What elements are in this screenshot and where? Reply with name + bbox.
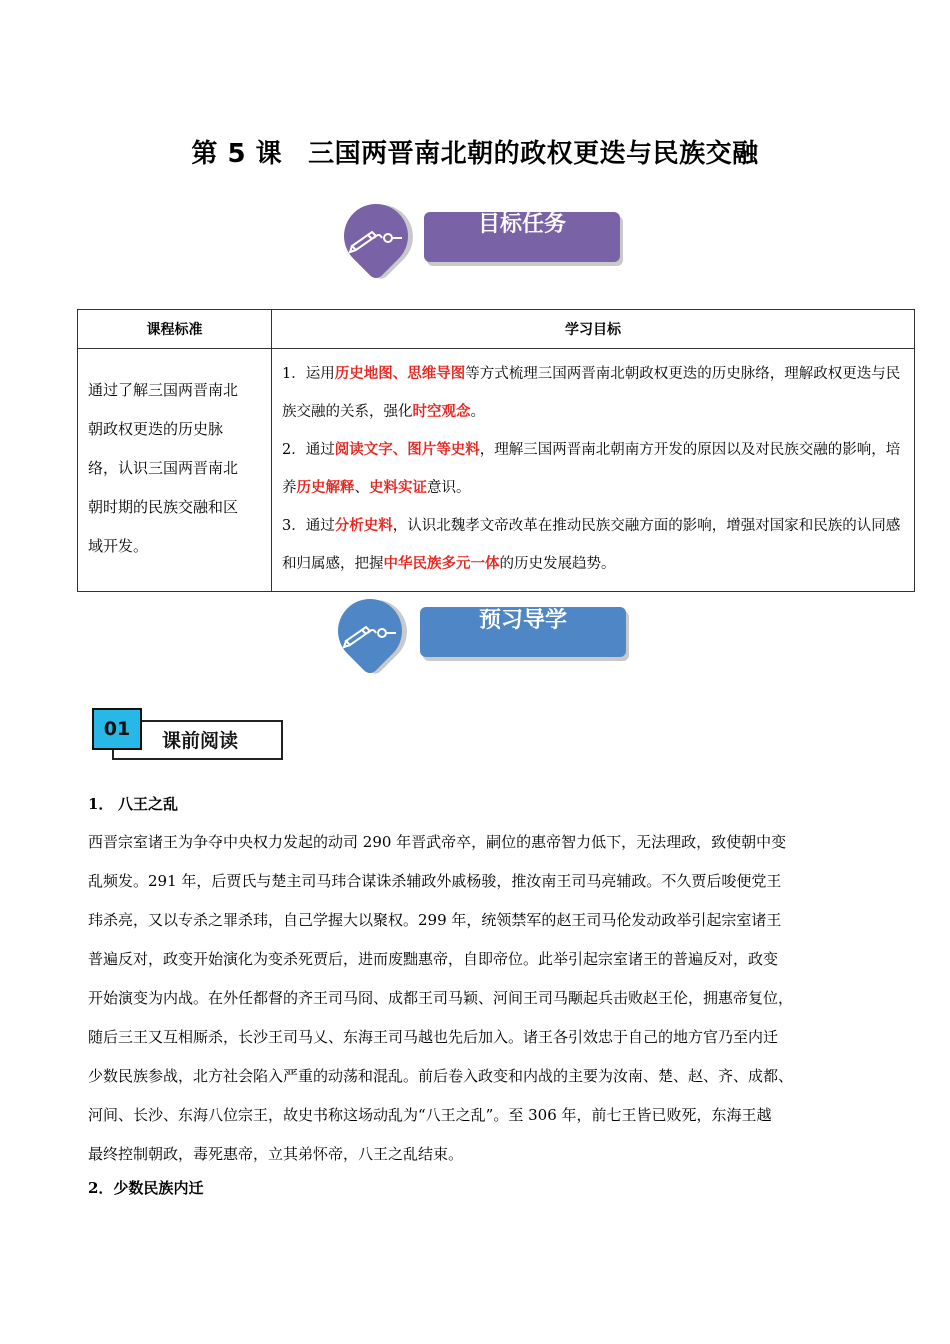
goals-banner bbox=[336, 198, 626, 274]
paragraph-line: 随后三王又互相厮杀，长沙王司马乂、东海王司马越也先后加入。诸王各引效忠于自己的地方官乃至内迁 bbox=[88, 1028, 779, 1046]
table-row bbox=[78, 349, 915, 592]
standard-line: 朝时期的民族交融和区 bbox=[88, 498, 239, 516]
standard-line: 域开发。 bbox=[88, 537, 149, 555]
paragraph-line: 西晋宗室诸王为争夺中央权力发起的动司 290 年晋武帝卒，嗣位的惠帝智力低下，无法理政，致使朝中变 bbox=[88, 833, 787, 851]
goals-table bbox=[77, 309, 915, 592]
section-badge bbox=[92, 708, 282, 760]
paragraph-line: 玮杀亮，又以专杀之罪杀玮，自己学握大以聚权。299 年，统领禁军的赵王司马伦发动政举引起宗室诸王 bbox=[88, 911, 782, 929]
header-standard: 课程标准 bbox=[78, 310, 272, 349]
item-1-title: 八王之乱 bbox=[118, 795, 179, 813]
lesson-number: 第 5 课 bbox=[191, 139, 283, 169]
section-number: 01 bbox=[92, 708, 142, 750]
standard-line: 通过了解三国两晋南北 bbox=[88, 381, 239, 399]
objective-2: 2．通过阅读文字、图片等史料，理解三国两晋南北朝南方开发的原因以及对民族交融的影响，培养历史解释、史料实证意识。 bbox=[282, 441, 901, 496]
item-1-heading bbox=[88, 793, 178, 814]
table-header-row bbox=[78, 310, 915, 349]
standard-cell bbox=[78, 349, 272, 592]
paragraph-line: 河间、长沙、东海八位宗王，故史书称这场动乱为“八王之乱”。至 306 年，前七王皆已败死，东海王越 bbox=[88, 1106, 772, 1124]
standard-line: 络，认识三国两晋南北 bbox=[88, 459, 239, 477]
objective-3: 3．通过分析史料，认识北魏孝文帝改革在推动民族交融方面的影响，增强对国家和民族的认同感和归属感，把握中华民族多元一体的历史发展趋势。 bbox=[282, 517, 901, 572]
paragraph-line: 少数民族参战，北方社会陷入严重的动荡和混乱。前后卷入政变和内战的主要为汝南、楚、赵、齐、成都、 bbox=[88, 1067, 794, 1085]
paragraph-line: 普遍反对，政变开始演化为变杀死贾后，进而废黜惠帝，自即帝位。此举引起宗室诸王的普遍反对，政变 bbox=[88, 950, 779, 968]
paragraph-line: 乱频发。291 年，后贾氏与楚主司马玮合谋诛杀辅政外戚杨骏，推汝南王司马亮辅政。不久贾后唆便党王 bbox=[88, 872, 782, 890]
item-1-number: 1． bbox=[88, 795, 114, 813]
item-1-paragraph bbox=[88, 823, 878, 1174]
preview-banner bbox=[330, 593, 630, 671]
header-objectives: 学习目标 bbox=[272, 310, 915, 349]
lesson-name: 三国两晋南北朝的政权更迭与民族交融 bbox=[308, 139, 759, 169]
page-title bbox=[0, 133, 950, 170]
preview-banner-label: 预习导学 bbox=[420, 607, 626, 657]
objectives-cell bbox=[272, 349, 915, 592]
paragraph-line: 最终控制朝政，毒死惠帝，立其弟怀帝，八王之乱结束。 bbox=[88, 1145, 464, 1163]
item-2-heading: 2．少数民族内迁 bbox=[88, 1179, 204, 1197]
pen-icon bbox=[346, 224, 406, 254]
goals-banner-label: 目标任务 bbox=[424, 212, 620, 262]
paragraph-line: 开始演变为内战。在外任都督的齐王司马冏、成都王司马颖、河间王司马颙起兵击败赵王伦，拥惠帝复位， bbox=[88, 989, 794, 1007]
pen-icon bbox=[340, 619, 400, 649]
objective-1: 1．运用历史地图、思维导图等方式梳理三国两晋南北朝政权更迭的历史脉络，理解政权更迭与民族交融的关系，强化时空观念。 bbox=[282, 365, 901, 420]
standard-line: 朝政权更迭的历史脉 bbox=[88, 420, 224, 438]
section-label: 课前阅读 bbox=[162, 730, 239, 752]
